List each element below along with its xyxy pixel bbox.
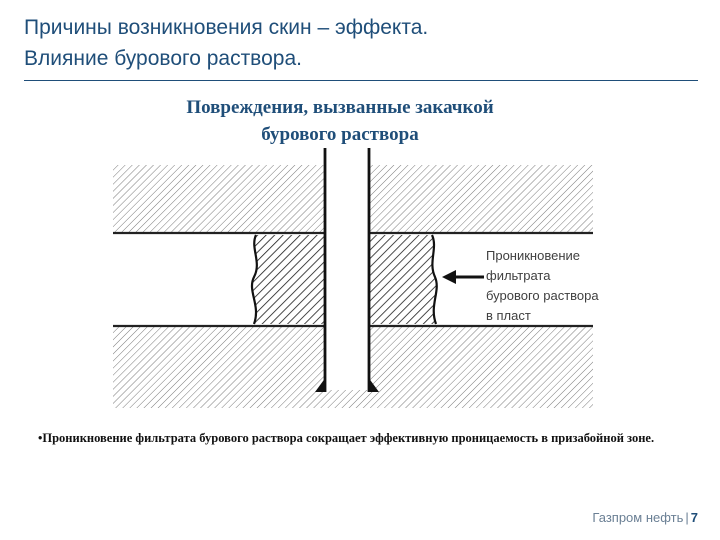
invaded-zone-right: [369, 235, 437, 324]
callout-line-4: в пласт: [486, 308, 531, 323]
callout-arrow-head: [442, 270, 456, 284]
callout-line-3: бурового раствора: [486, 288, 599, 303]
callout-line-1: Проникновение: [486, 248, 581, 263]
slide-title-line-1: Причины возникновения скин – эффекта.: [24, 16, 429, 39]
footnote: •Проникновение фильтрата бурового раствора сокращает эффективную проницаемость в призабойной зоне.: [38, 431, 655, 445]
diagram-heading-line-1: Повреждения, вызванные закачкой: [186, 97, 494, 118]
footer-brand-name: Газпром нефть: [592, 510, 684, 525]
invaded-zone-left: [252, 235, 325, 324]
slide-title-line-2: Влияние бурового раствора.: [24, 47, 302, 70]
page-number: 7: [690, 510, 698, 525]
filtrate-invasion-callout: [486, 246, 666, 326]
footer-separator: |: [685, 510, 689, 525]
callout-line-2: фильтрата: [486, 268, 551, 283]
wellbore: [325, 148, 369, 390]
diagram-heading-line-2: бурового раствора: [261, 124, 419, 145]
footer: [592, 510, 698, 525]
